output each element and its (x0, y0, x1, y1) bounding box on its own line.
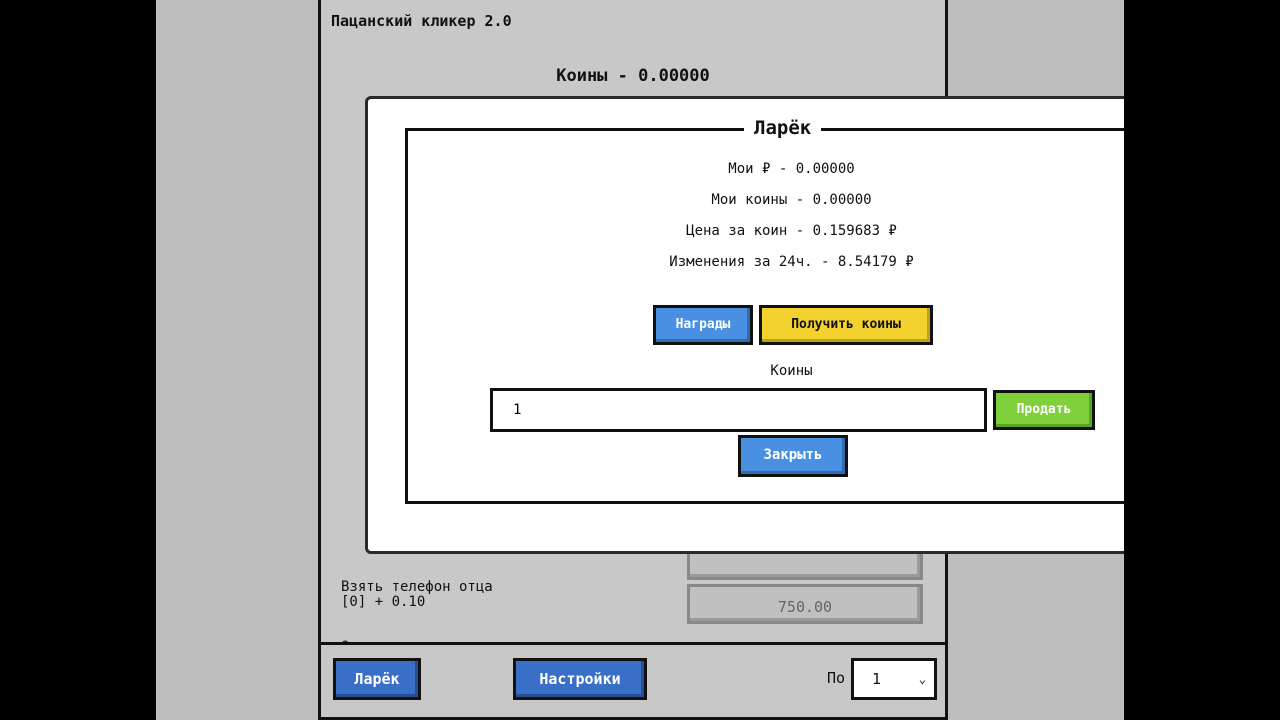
per-label: По (827, 669, 846, 687)
coins-amount-input[interactable] (490, 388, 987, 432)
coins-counter: Коины - 0.00000 (556, 66, 710, 86)
page-background (156, 0, 1124, 720)
per-select-value: 1 (872, 670, 882, 688)
bottom-bar (321, 642, 945, 717)
upgrade-buy-button[interactable]: 750.00 (687, 584, 923, 624)
modal-title: Ларёк (744, 117, 821, 139)
coin-price: Цена за коин - 0.159683 ₽ (686, 223, 897, 239)
settings-button[interactable]: Настройки (513, 658, 647, 700)
price-change-24h: Изменения за 24ч. - 8.54179 ₽ (669, 254, 914, 270)
rewards-button[interactable]: Награды (653, 305, 753, 345)
upgrade-row (321, 580, 945, 640)
stall-modal (365, 96, 1124, 554)
stall-panel (405, 117, 1124, 504)
chevron-down-icon: ⌄ (918, 672, 926, 686)
get-coins-button[interactable]: Получить коины (759, 305, 933, 345)
sell-button[interactable]: Продать (993, 390, 1095, 430)
my-coins: Мои коины - 0.00000 (711, 192, 872, 208)
stall-button[interactable]: Ларёк (333, 658, 421, 700)
upgrade-label: Взять телефон отца [0] + 0.10 (341, 579, 493, 610)
close-button[interactable]: Закрыть (738, 435, 848, 477)
app-title: Пацанский кликер 2.0 (331, 12, 512, 30)
per-select[interactable] (851, 658, 937, 700)
my-rubles: Мои ₽ - 0.00000 (728, 161, 855, 177)
coins-amount-label: Коины (770, 363, 813, 379)
